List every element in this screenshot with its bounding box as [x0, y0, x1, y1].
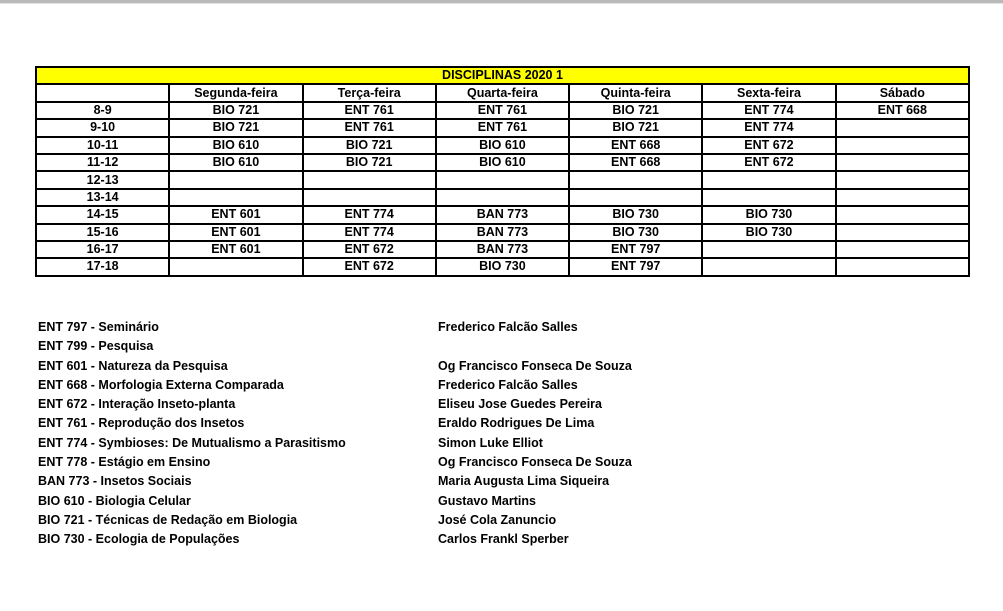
time-slot-cell: 9-10: [36, 119, 169, 136]
course-cell: BIO 721: [303, 137, 436, 154]
course-cell: ENT 774: [702, 102, 835, 119]
schedule-body: [36, 102, 969, 276]
teacher-list: [438, 318, 632, 550]
table-row: [36, 137, 969, 154]
course-cell: BIO 730: [569, 224, 702, 241]
course-cell: ENT 797: [569, 241, 702, 258]
course-cell: BIO 730: [702, 224, 835, 241]
course-cell: BAN 773: [436, 241, 569, 258]
course-cell: ENT 601: [169, 224, 302, 241]
course-name-item: ENT 601 - Natureza da Pesquisa: [38, 358, 228, 373]
course-cell: BIO 730: [702, 206, 835, 223]
course-teacher-item: Eraldo Rodrigues De Lima: [438, 416, 595, 431]
course-cell: [569, 171, 702, 188]
course-cell: ENT 761: [303, 119, 436, 136]
day-header-3: Quinta-feira: [569, 84, 702, 101]
course-cell: [169, 258, 302, 275]
time-slot-cell: 17-18: [36, 258, 169, 275]
course-teacher-item: Og Francisco Fonseca De Souza: [438, 455, 632, 470]
course-teacher-item: Frederico Falcão Salles: [438, 320, 578, 334]
course-cell: [702, 189, 835, 206]
course-cell: ENT 672: [702, 154, 835, 171]
course-cell: BIO 721: [303, 154, 436, 171]
course-teacher-item: José Cola Zanuncio: [438, 512, 557, 527]
table-row: [36, 171, 969, 188]
course-cell: [702, 241, 835, 258]
course-cell: [836, 119, 969, 136]
time-slot-cell: 8-9: [36, 102, 169, 119]
schedule-table: [35, 66, 970, 277]
time-slot-cell: 14-15: [36, 206, 169, 223]
course-cell: BIO 610: [436, 154, 569, 171]
course-cell: [569, 189, 702, 206]
course-teacher-item: [438, 337, 632, 356]
time-slot-cell: 16-17: [36, 241, 169, 258]
course-cell: BIO 730: [436, 258, 569, 275]
course-cell: [836, 241, 969, 258]
day-header-0: Segunda-feira: [169, 84, 302, 101]
table-row: [36, 241, 969, 258]
course-teacher-item: Eliseu Jose Guedes Pereira: [438, 397, 602, 412]
course-cell: BIO 721: [169, 119, 302, 136]
time-slot-cell: 10-11: [36, 137, 169, 154]
course-cell: ENT 601: [169, 241, 302, 258]
table-row: [36, 258, 969, 275]
course-cell: [169, 189, 302, 206]
course-cell: ENT 672: [303, 258, 436, 275]
course-cell: [836, 224, 969, 241]
course-teacher-item: Carlos Frankl Sperber: [438, 532, 569, 547]
table-row: [36, 224, 969, 241]
course-cell: [836, 171, 969, 188]
course-cell: [436, 171, 569, 188]
day-header-4: Sexta-feira: [702, 84, 835, 101]
course-name-item: ENT 761 - Reprodução dos Insetos: [38, 416, 245, 431]
time-slot-cell: 12-13: [36, 171, 169, 188]
course-cell: ENT 774: [303, 224, 436, 241]
course-legend: [38, 318, 346, 550]
course-teacher-item: Frederico Falcão Salles: [438, 377, 578, 392]
course-cell: [169, 171, 302, 188]
course-cell: ENT 774: [303, 206, 436, 223]
table-title: DISCIPLINAS 2020 1: [36, 67, 969, 84]
course-name-item: BIO 610 - Biologia Celular: [38, 493, 191, 508]
course-cell: BAN 773: [436, 224, 569, 241]
course-cell: ENT 761: [303, 102, 436, 119]
course-cell: ENT 797: [569, 258, 702, 275]
course-teacher-item: Og Francisco Fonseca De Souza: [438, 358, 632, 373]
course-cell: BIO 610: [169, 137, 302, 154]
day-header-2: Quarta-feira: [436, 84, 569, 101]
course-cell: [836, 206, 969, 223]
course-cell: ENT 672: [702, 137, 835, 154]
time-slot-cell: 13-14: [36, 189, 169, 206]
course-name-item: BIO 730 - Ecologia de Populações: [38, 532, 240, 547]
course-name-item: ENT 797 - Seminário: [38, 320, 159, 334]
course-cell: BIO 721: [569, 102, 702, 119]
course-cell: BIO 610: [169, 154, 302, 171]
day-header-1: Terça-feira: [303, 84, 436, 101]
course-cell: ENT 601: [169, 206, 302, 223]
days-header-row: [36, 84, 969, 101]
course-cell: ENT 668: [836, 102, 969, 119]
time-slot-cell: 11-12: [36, 154, 169, 171]
course-name-item: BAN 773 - Insetos Sociais: [38, 474, 192, 489]
course-cell: [836, 137, 969, 154]
course-cell: BIO 730: [569, 206, 702, 223]
table-row: [36, 154, 969, 171]
course-cell: ENT 668: [569, 137, 702, 154]
course-cell: ENT 668: [569, 154, 702, 171]
course-cell: [836, 189, 969, 206]
course-cell: [702, 258, 835, 275]
course-cell: ENT 761: [436, 119, 569, 136]
table-row: [36, 189, 969, 206]
table-row: [36, 102, 969, 119]
course-cell: ENT 672: [303, 241, 436, 258]
course-cell: BIO 721: [169, 102, 302, 119]
day-header-5: Sábado: [836, 84, 969, 101]
course-cell: [836, 154, 969, 171]
title-row: [36, 67, 969, 84]
course-teacher-item: Maria Augusta Lima Siqueira: [438, 474, 610, 489]
course-cell: BAN 773: [436, 206, 569, 223]
time-slot-cell: 15-16: [36, 224, 169, 241]
course-name-item: BIO 721 - Técnicas de Redação em Biologia: [38, 512, 298, 527]
course-teacher-item: Simon Luke Elliot: [438, 435, 543, 450]
course-teacher-item: Gustavo Martins: [438, 493, 536, 508]
course-cell: [303, 171, 436, 188]
course-cell: [836, 258, 969, 275]
table-row: [36, 206, 969, 223]
time-header-cell: [36, 84, 169, 101]
course-cell: BIO 610: [436, 137, 569, 154]
course-cell: ENT 761: [436, 102, 569, 119]
table-row: [36, 119, 969, 136]
course-name-item: ENT 672 - Interação Inseto-planta: [38, 397, 236, 412]
course-cell: ENT 774: [702, 119, 835, 136]
window-top-border-shade: [0, 3, 1003, 4]
course-name-item: ENT 778 - Estágio em Ensino: [38, 455, 211, 470]
course-name-item: ENT 774 - Symbioses: De Mutualismo a Parasitismo: [38, 435, 346, 450]
course-cell: BIO 721: [569, 119, 702, 136]
course-cell: [702, 171, 835, 188]
course-name-item: ENT 799 - Pesquisa: [38, 339, 154, 354]
course-name-item: ENT 668 - Morfologia Externa Comparada: [38, 377, 284, 392]
course-cell: [436, 189, 569, 206]
course-cell: [303, 189, 436, 206]
